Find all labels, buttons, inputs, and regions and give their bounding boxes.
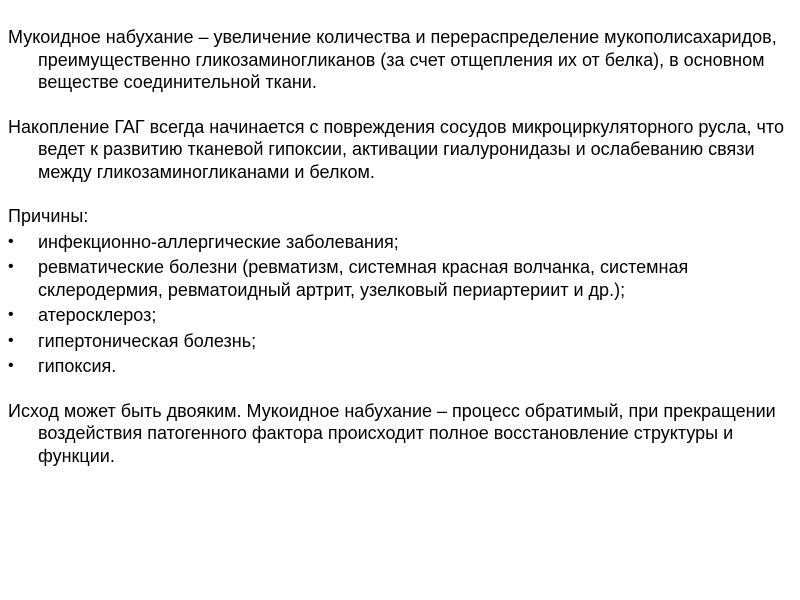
causes-section bbox=[8, 205, 788, 378]
causes-heading: Причины: bbox=[8, 206, 89, 226]
definition-paragraph: Мукоидное набухание – увеличение количества и перераспределение мукополисахаридов, преимущественно гликозаминогликанов (за счет отщепления их от белка), в основном веществе соединительной ткани. bbox=[8, 27, 777, 92]
list-item bbox=[8, 330, 788, 353]
list-item-text: ревматические болезни (ревматизм, системная красная волчанка, системная склеродермия, ревматоидный артрит, узелковый периартериит и др.); bbox=[38, 257, 689, 300]
list-item bbox=[8, 355, 788, 378]
list-item bbox=[8, 231, 788, 254]
list-item-text: атеросклероз; bbox=[38, 305, 157, 325]
outcome-paragraph: Исход может быть двояким. Мукоидное набухание – процесс обратимый, при прекращении воздействия патогенного фактора происходит полное восстановление структуры и функции. bbox=[8, 400, 776, 466]
bullet-icon: • bbox=[8, 232, 14, 250]
bullet-icon: • bbox=[8, 258, 14, 275]
bullet-icon: • bbox=[8, 357, 14, 374]
list-item-text: гипоксия. bbox=[38, 356, 117, 376]
list-item-text: гипертоническая болезнь; bbox=[38, 330, 257, 351]
mechanism-paragraph: Накопление ГАГ всегда начинается с повреждения сосудов микроциркуляторного русла, что ведет к развитию тканевой гипоксии, активации гиалуронидазы и ослабеванию связи между гликозаминогликанами и белком. bbox=[8, 116, 784, 182]
bullet-icon: • bbox=[8, 331, 14, 349]
bullet-icon: • bbox=[8, 306, 14, 323]
causes-list bbox=[8, 231, 788, 378]
list-item-text: инфекционно-аллергические заболевания; bbox=[38, 231, 399, 252]
list-item bbox=[8, 256, 788, 301]
slide-content bbox=[8, 26, 788, 467]
list-item bbox=[8, 304, 788, 327]
